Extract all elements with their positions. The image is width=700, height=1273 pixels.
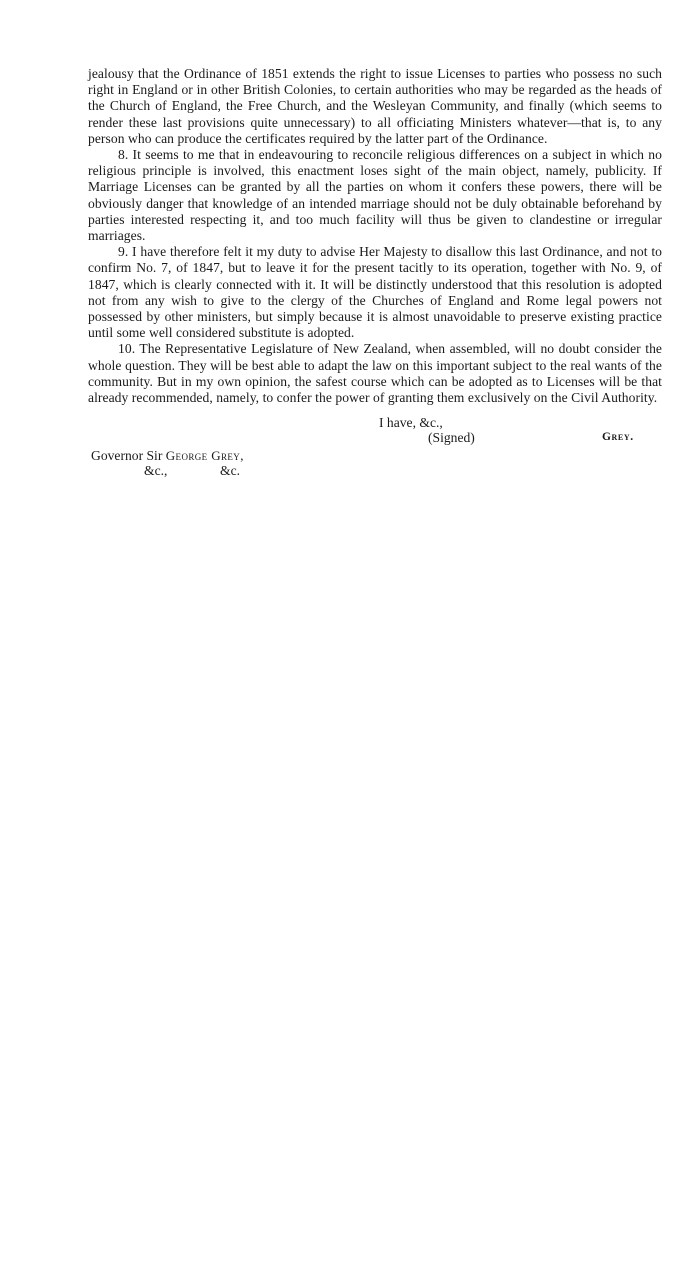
addressee-name: George Grey, [165, 448, 244, 464]
signed-mark: (Signed) [428, 430, 475, 446]
closing-phrase: I have, &c., [379, 415, 443, 431]
addressee-block [88, 448, 662, 482]
paragraph-10: 10. The Representative Legislature of New Zealand, when assembled, will no doubt consider the whole question. They will be best able to adapt the law on this important subject to the real wants of the community. But in my own opinion, the safest course which can be adopted as to Licenses will be that already recommended, namely, to confer the power of granting them exclusively on the Civil Authority. [88, 341, 662, 406]
paragraph-9: 9. I have therefore felt it my duty to advise Her Majesty to disallow this last Ordinance, and not to confirm No. 7, of 1847, but to leave it for the present tacitly to its operation, together with No. 9, of 1847, which is clearly connected with it. It will be distinctly understood that this resolution is adopted not from any wish to give to the clergy of the Churches of England and Rome legal powers not possessed by other ministers, but simply because it is almost unavoidable to preserve existing practice until some well considered substitute is adopted. [88, 244, 662, 341]
signoff-block [88, 415, 662, 445]
paragraph-continuation: jealousy that the Ordinance of 1851 extends the right to issue Licenses to parties who possess no such right in England or in other British Colonies, to certain authorities who may be regarded as the heads of the Church of England, the Free Church, and the Wesleyan Community, and finally (which seems to render these last provisions quite unnecessary) to all officiating Ministers whatever—that is, to any person who can produce the certificates required by the latter part of the Ordinance. [88, 66, 662, 146]
signatory-name: Grey. [602, 431, 634, 444]
addressee-etc-2: &c. [220, 463, 241, 479]
letter-body [88, 66, 662, 482]
addressee-line [91, 448, 244, 463]
addressee-prefix: Governor Sir [91, 448, 163, 464]
paragraph-8: 8. It seems to me that in endeavouring to reconcile religious differences on a subject in which no religious principle is involved, this enactment loses sight of the main object, namely, publicity. If Marriage Licenses can be granted by all the parties on whom it confers these powers, there will be obviously danger that knowledge of an intended marriage should not be duly obtainable beforehand by parties interested respecting it, and too much facility will thus be given to clandestine or irregular marriages. [88, 147, 662, 244]
addressee-etc-1: &c., [144, 463, 168, 479]
